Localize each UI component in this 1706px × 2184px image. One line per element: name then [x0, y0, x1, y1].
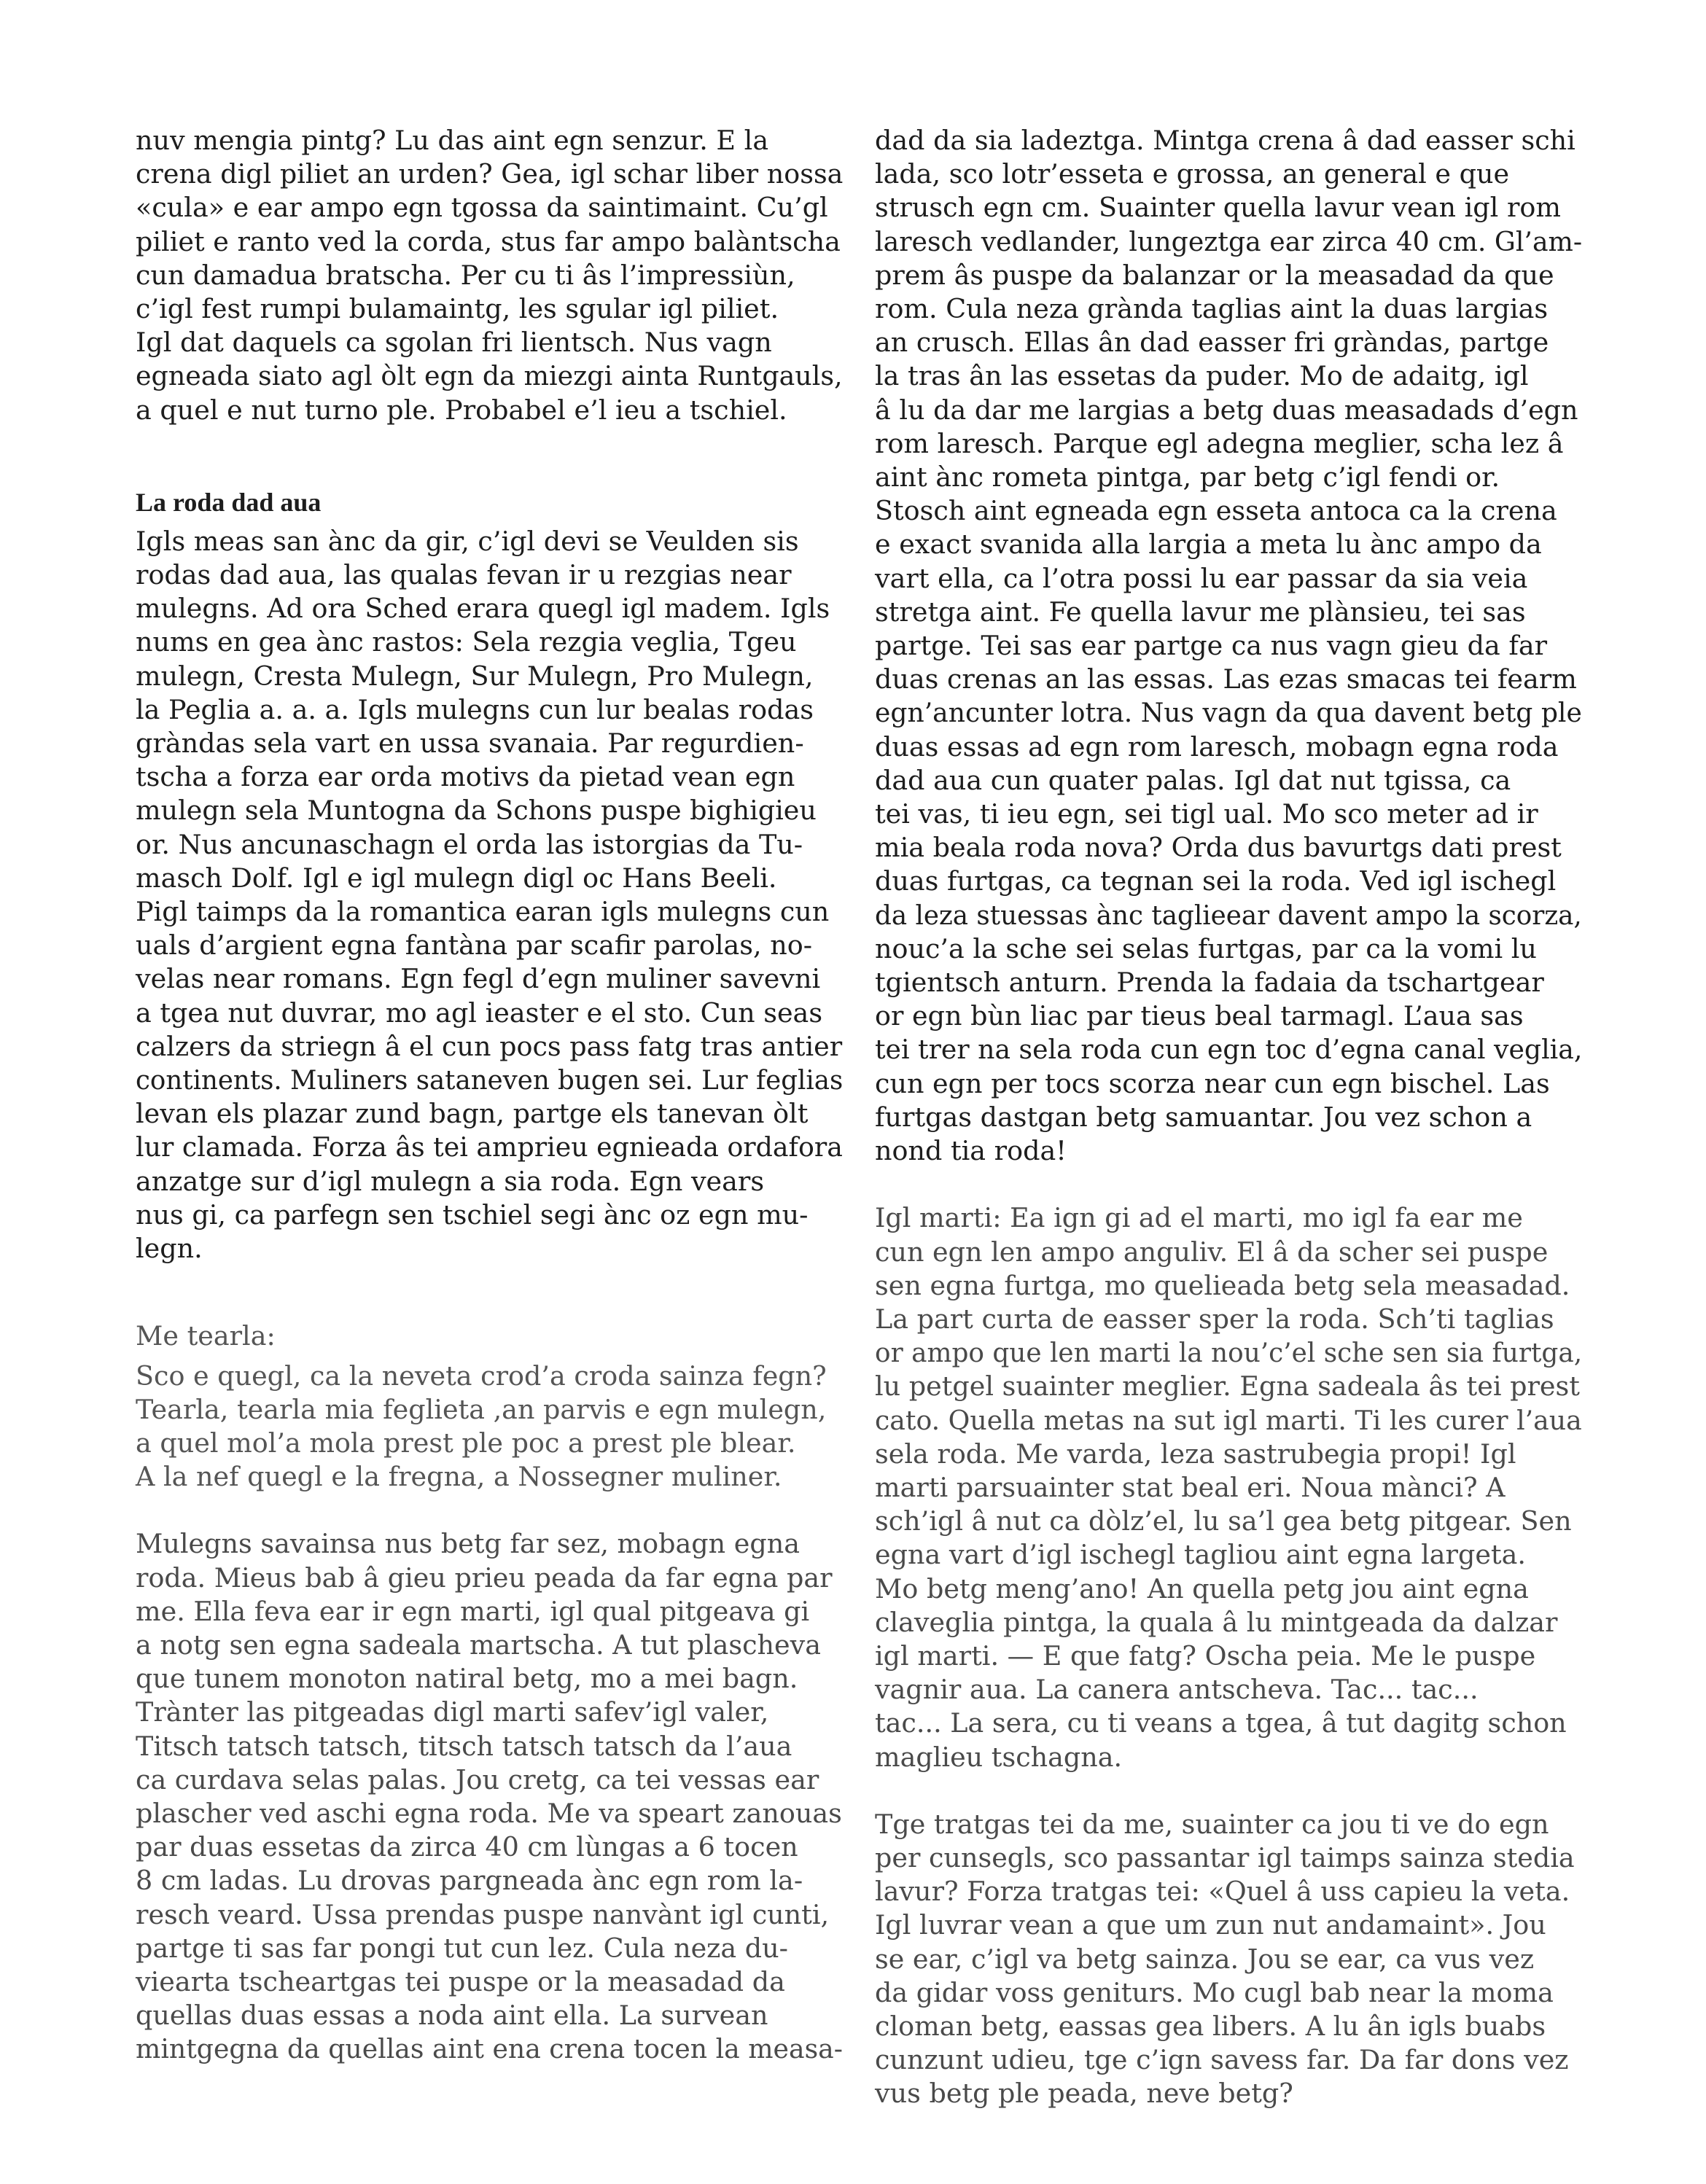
text-line: c’igl fest rumpi bulamaintg, les sgular igl piliet.	[136, 293, 779, 325]
continued-paragraph	[875, 124, 1582, 1168]
text-line: da leza stuessas ànc taglieear davent ampo la scorza,	[875, 899, 1582, 931]
text-line: se ear, c’igl va betg sainza. Jou se ear, ca vus vez	[875, 1943, 1535, 1975]
text-line: mulegn sela Muntogna da Schons puspe bighigieu	[136, 795, 817, 827]
section-heading: La roda dad aua	[136, 487, 322, 517]
marti-paragraph	[875, 1201, 1582, 1774]
text-line: egn’ancunter lotra. Nus vagn da qua davent betg ple	[875, 697, 1582, 729]
text-line: tgientsch anturn. Prenda la fadaia da tschartgear	[875, 967, 1544, 999]
text-line: La part curta de easser sper la roda. Sch’ti taglias	[875, 1303, 1554, 1335]
text-line: vart ella, ca l’otra possi lu ear passar da sia veia	[875, 562, 1528, 594]
text-line: levan els plazar zund bagn, partge els tanevan òlt	[136, 1098, 809, 1130]
text-line: sen egna furtga, mo quelieada betg sela measadad.	[875, 1269, 1570, 1301]
text-line: Tge tratgas tei da me, suainter ca jou ti ve do egn	[875, 1808, 1549, 1840]
text-line: nond tia roda!	[875, 1135, 1067, 1167]
text-line: duas crenas an las essas. Las ezas smacas tei fearm	[875, 663, 1577, 695]
left-column	[136, 124, 843, 2067]
text-line: la Peglia a. a. a. Igls mulegns cun lur bealas rodas	[136, 693, 814, 725]
text-line: a quel mol’a mola prest ple poc a prest ple blear.	[136, 1427, 796, 1459]
text-line: velas near romans. Egn fegl d’egn muliner savevni	[136, 963, 821, 995]
text-line: mintgegna da quellas aint ena crena tocen la measa-	[136, 2033, 843, 2065]
text-line: mia beala roda nova? Orda dus bavurtgs dati prest	[875, 832, 1562, 864]
text-line: cunzunt udieu, tge c’ign savess far. Da far dons vez	[875, 2044, 1569, 2076]
text-line: furtgas dastgan betg samuantar. Jou vez schon a	[875, 1101, 1532, 1133]
text-line: cun egn per tocs scorza near cun egn bischel. Las	[875, 1067, 1550, 1099]
text-line: nouc’a la sche sei selas furtgas, par ca la vomi lu	[875, 932, 1537, 964]
text-line: la tras ân las essetas da puder. Mo de adaitg, igl	[875, 360, 1529, 392]
text-line: cun damadua bratscha. Per cu ti âs l’impressiùn,	[136, 259, 795, 291]
text-line: «cula» e ear ampo egn tgossa da saintimaint. Cu’gl	[136, 192, 828, 224]
text-line: cun egn len ampo anguliv. El â da scher sei puspe	[875, 1236, 1549, 1268]
text-line: aint ànc rometa pintga, par betg c’igl fendi or.	[875, 461, 1500, 494]
text-line: Titsch tatsch tatsch, titsch tatsch tatsch da l’aua	[136, 1730, 792, 1762]
text-line: dad da sia ladeztga. Mintga crena â dad easser schi	[875, 125, 1575, 156]
text-line: stretga aint. Fe quella lavur me plànsieu, tei sas	[875, 596, 1526, 628]
text-line: quellas duas essas a noda aint ella. La survean	[136, 2000, 768, 2032]
text-line: Stosch aint egneada egn esseta antoca ca la crena	[875, 495, 1557, 527]
text-line: egneada siato agl òlt egn da miezgi ainta Runtgauls,	[136, 360, 843, 392]
poem-title: Me tearla:	[136, 1320, 276, 1352]
intro-paragraph	[136, 124, 843, 427]
text-line: lur clamada. Forza âs tei amprieu egnieada ordafora	[136, 1131, 843, 1163]
text-line: prem âs puspe da balanzar or la measadad da que	[875, 259, 1554, 291]
text-line: gràndas sela vart en ussa svanaia. Par regurdien-	[136, 728, 804, 760]
text-line: a tgea nut duvrar, mo agl ieaster e el sto. Cun seas	[136, 997, 823, 1029]
text-line: continents. Muliners sataneven bugen sei. Lur feglias	[136, 1064, 844, 1096]
text-line: Tearla, tearla mia feglieta ,an parvis e egn mulegn,	[136, 1393, 827, 1425]
text-line: cato. Quella metas na sut igl marti. Ti les curer l’aua	[875, 1404, 1582, 1436]
text-line: a notg sen egna sadeala martscha. A tut plascheva	[136, 1629, 822, 1661]
text-line: maglieu tschagna.	[875, 1741, 1123, 1773]
mulegns-paragraph	[136, 1527, 843, 2066]
text-line: mulegns. Ad ora Sched erara quegl igl madem. Igls	[136, 593, 830, 625]
text-line: sch’igl â nut ca dòlz’el, lu sa’l gea betg pitgear. Sen	[875, 1505, 1572, 1537]
text-line: anzatge sur d’igl mulegn a sia roda. Egn vears	[136, 1165, 765, 1197]
text-line: que tunem monoton natiral betg, mo a mei bagn.	[136, 1663, 798, 1695]
text-line: Sco e quegl, ca la neveta crod’a croda sainza fegn?	[136, 1360, 827, 1392]
text-line: or egn bùn liac par tieus beal tarmagl. L’aua sas	[875, 1000, 1524, 1032]
text-line: cloman betg, eassas gea libers. A lu ân igls buabs	[875, 2010, 1546, 2042]
tge-paragraph	[875, 1808, 1582, 2111]
text-line: ca curdava selas palas. Jou cretg, ca tei vessas ear	[136, 1763, 819, 1795]
text-line: sela roda. Me varda, leza sastrubegia propi! Igl	[875, 1438, 1516, 1470]
text-line: Mo betg meng’ano! An quella petg jou aint egna	[875, 1572, 1529, 1604]
text-line: vagnir aua. La canera antscheva. Tac... tac...	[875, 1674, 1479, 1706]
text-line: roda. Mieus bab â gieu prieu peada da far egna par	[136, 1561, 833, 1594]
poem	[136, 1360, 843, 1494]
right-column	[875, 124, 1582, 2111]
text-line: marti parsuainter stat beal eri. Noua mànci? A	[875, 1471, 1506, 1503]
text-line: igl marti. — E que fatg? Oscha peia. Me le puspe	[875, 1639, 1536, 1672]
text-line: uals d’argient egna fantàna par scafir parolas, no-	[136, 929, 813, 962]
text-line: partge ti sas far pongi tut cun lez. Cula neza du-	[136, 1932, 788, 1964]
text-line: duas furtgas, ca tegnan sei la roda. Ved igl ischegl	[875, 865, 1557, 897]
text-line: lu petgel suainter meglier. Egna sadeala âs tei prest	[875, 1370, 1580, 1403]
text-line: Igl dat daquels ca sgolan fri lientsch. Nus vagn	[136, 327, 772, 359]
text-line: me. Ella feva ear ir egn marti, igl qual pitgeava gi	[136, 1595, 810, 1627]
roda-paragraph	[136, 525, 843, 1265]
text-line: nus gi, ca parfegn sen tschiel segi ànc oz egn mu-	[136, 1198, 809, 1231]
text-line: calzers da striegn â el cun pocs pass fatg tras antier	[136, 1030, 843, 1062]
text-line: viearta tscheartgas tei puspe or la measadad da	[136, 1965, 785, 1997]
text-line: Mulegns savainsa nus betg far sez, mobagn egna	[136, 1528, 800, 1560]
text-line: a quel e nut turno ple. Probabel e’l ieu a tschiel.	[136, 394, 787, 426]
text-line: dad aua cun quater palas. Igl dat nut tgissa, ca	[875, 764, 1511, 796]
text-line: partge. Tei sas ear partge ca nus vagn gieu da far	[875, 630, 1548, 662]
text-line: A la nef quegl e la fregna, a Nossegner muliner.	[136, 1461, 782, 1493]
text-line: crena digl piliet an urden? Gea, igl schar liber nossa	[136, 158, 844, 190]
text-line: piliet e ranto ved la corda, stus far ampo balàntscha	[136, 225, 841, 257]
text-line: da gidar voss geniturs. Mo cugl bab near la moma	[875, 1976, 1554, 2008]
text-line: vus betg ple peada, neve betg?	[875, 2078, 1293, 2110]
text-line: strusch egn cm. Suainter quella lavur vean igl rom	[875, 192, 1561, 224]
text-line: claveglia pintga, la quala â lu mintgeada da dalzar	[875, 1606, 1558, 1638]
text-line: â lu da dar me largias a betg duas measadads d’egn	[875, 394, 1578, 426]
text-line: nuv mengia pintg? Lu das aint egn senzur. E la	[136, 125, 769, 156]
text-line: tscha a forza ear orda motivs da pietad vean egn	[136, 761, 795, 793]
text-line: rodas dad aua, las qualas fevan ir u rezgias near	[136, 559, 792, 591]
text-line: laresch vedlander, lungeztga ear zirca 40 cm. Gl’am-	[875, 225, 1583, 257]
text-line: or ampo que len marti la nou’c’el sche sen sia furtga,	[875, 1337, 1583, 1369]
text-line: tei trer na sela roda cun egn toc d’egna canal veglia,	[875, 1034, 1583, 1066]
text-line: Trànter las pitgeadas digl marti safev’igl valer,	[136, 1696, 769, 1728]
text-line: tei vas, ti ieu egn, sei tigl ual. Mo sco meter ad ir	[875, 798, 1538, 830]
text-line: par duas essetas da zirca 40 cm lùngas a 6 tocen	[136, 1831, 798, 1863]
text-line: lavur? Forza tratgas tei: «Quel â uss capieu la veta.	[875, 1876, 1570, 1908]
text-line: or. Nus ancunaschagn el orda las istorgias da Tu-	[136, 828, 803, 860]
text-line: nums en gea ànc rastos: Sela rezgia veglia, Tgeu	[136, 626, 797, 658]
text-line: masch Dolf. Igl e igl mulegn digl oc Hans Beeli.	[136, 862, 777, 894]
text-line: Pigl taimps da la romantica earan igls mulegns cun	[136, 896, 830, 928]
text-line: rom. Cula neza grànda taglias aint la duas largias	[875, 293, 1549, 325]
text-line: e exact svanida alla largia a meta lu ànc ampo da	[875, 529, 1542, 561]
text-line: mulegn, Cresta Mulegn, Sur Mulegn, Pro Mulegn,	[136, 660, 814, 692]
text-line: egna vart d’igl ischegl tagliou aint egna largeta.	[875, 1539, 1526, 1571]
text-line: lada, sco lotr’esseta e grossa, an general e que	[875, 158, 1510, 190]
text-line: plascher ved aschi egna roda. Me va speart zanouas	[136, 1797, 842, 1829]
text-line: resch veard. Ussa prendas puspe nanvànt igl cunti,	[136, 1898, 830, 1930]
text-line: rom laresch. Parque egl adegna meglier, scha lez â	[875, 427, 1564, 459]
text-line: Igl luvrar vean a que um zun nut andamaint». Jou	[875, 1909, 1546, 1941]
text-line: Igls meas san ànc da gir, c’igl devi se Veulden sis	[136, 525, 799, 557]
text-line: an crusch. Ellas ân dad easser fri gràndas, partge	[875, 327, 1549, 359]
text-line: duas essas ad egn rom laresch, mobagn egna roda	[875, 730, 1559, 763]
text-line: per cunsegls, sco passantar igl taimps sainza stedia	[875, 1841, 1575, 1873]
text-line: legn.	[136, 1233, 203, 1265]
text-line: tac... La sera, cu ti veans a tgea, â tut dagitg schon	[875, 1707, 1567, 1739]
text-line: Igl marti: Ea ign gi ad el marti, mo igl fa ear me	[875, 1202, 1523, 1234]
text-line: 8 cm ladas. Lu drovas pargneada ànc egn rom la-	[136, 1865, 803, 1897]
